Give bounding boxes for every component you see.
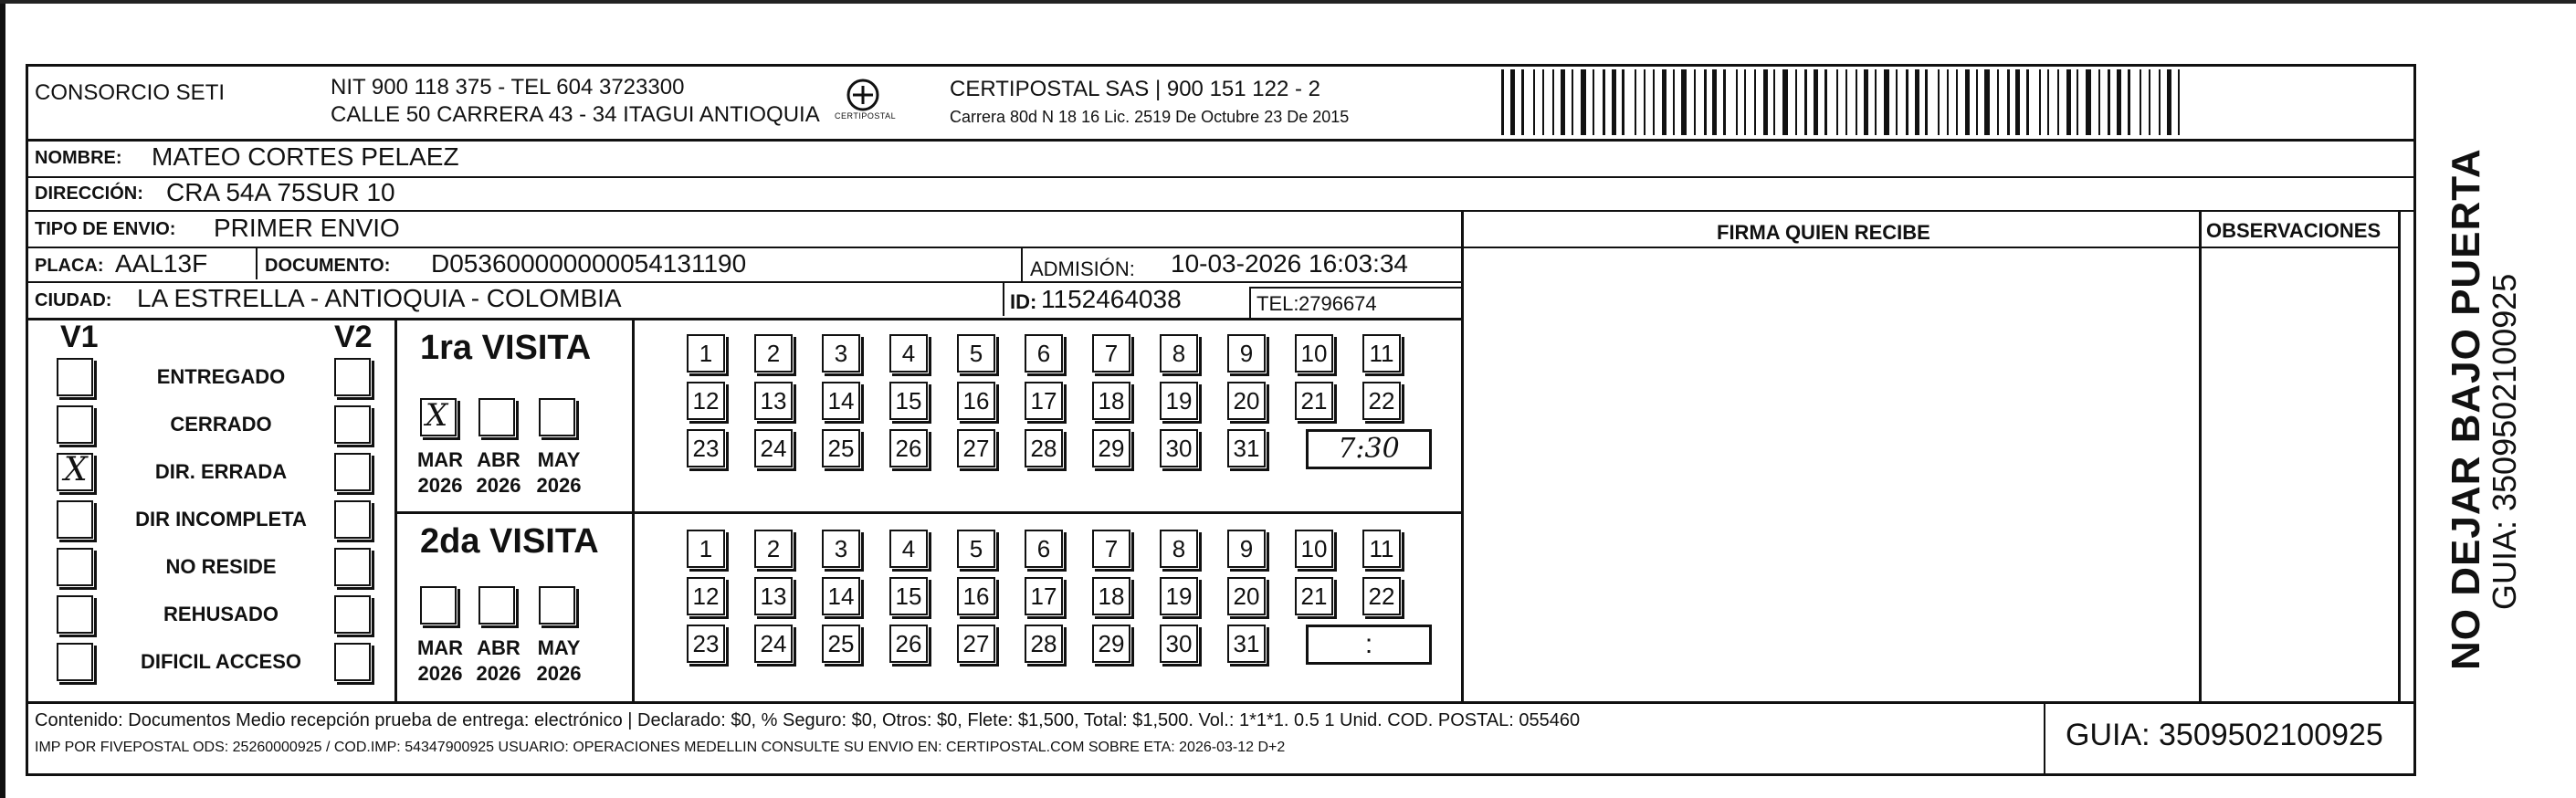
- barcode-bar: [1622, 69, 1624, 135]
- barcode-bar: [2047, 69, 2049, 135]
- barcode-bar: [1612, 69, 1616, 135]
- barcode-bar: [2015, 69, 2020, 135]
- status-option-label: REHUSADO: [163, 603, 279, 625]
- month-checkbox[interactable]: [478, 586, 515, 625]
- barcode-bar: [1884, 69, 1889, 135]
- status-option-label: DIFICIL ACCESO: [140, 650, 301, 673]
- barcode-bar: [2077, 69, 2078, 135]
- barcode-bar: [1824, 69, 1827, 135]
- visit-months-divider: [632, 320, 635, 701]
- id-divider: [1003, 283, 1004, 316]
- v2-checkbox[interactable]: [334, 595, 371, 634]
- top-scan-edge: [0, 0, 2576, 4]
- day-cell[interactable]: 13: [754, 382, 793, 420]
- day-cell[interactable]: 27: [957, 429, 995, 467]
- barcode-bar: [1906, 69, 1908, 135]
- nombre-label: NOMBRE:: [35, 148, 122, 168]
- day-cell[interactable]: 29: [1092, 429, 1130, 467]
- left-scan-edge: [0, 0, 5, 798]
- day-cell[interactable]: 3: [822, 530, 860, 568]
- v2-checkbox[interactable]: [334, 500, 371, 539]
- day-cell[interactable]: 15: [889, 382, 928, 420]
- observaciones-header: OBSERVACIONES: [2206, 219, 2381, 242]
- barcode-bar: [1804, 69, 1807, 135]
- admision-label: ADMISIÓN:: [1030, 257, 1135, 280]
- address-line: CALLE 50 CARRERA 43 - 34 ITAGUI ANTIOQUIA: [331, 102, 820, 127]
- barcode-bar: [1501, 69, 1504, 135]
- day-cell[interactable]: 31: [1227, 625, 1266, 663]
- rule-placa: [26, 281, 1463, 283]
- day-cell[interactable]: 15: [889, 577, 928, 615]
- day-cell[interactable]: 23: [687, 625, 725, 663]
- barcode-bar: [1864, 69, 1868, 135]
- day-cell[interactable]: 22: [1362, 577, 1401, 615]
- barcode-bar: [1704, 69, 1707, 135]
- day-cell[interactable]: 20: [1227, 577, 1266, 615]
- obs-left-border: [2199, 210, 2202, 701]
- month-checkbox[interactable]: [478, 398, 515, 436]
- barcode-bar: [1976, 69, 1978, 135]
- barcode-bar: [1947, 69, 1949, 135]
- barcode-bar: [1653, 69, 1655, 135]
- day-cell[interactable]: 7: [1092, 530, 1130, 568]
- month-label: MAY: [537, 448, 581, 471]
- v1-checkbox[interactable]: [57, 405, 93, 444]
- barcode-bar: [1572, 69, 1573, 135]
- v2-checkbox[interactable]: [334, 405, 371, 444]
- day-cell[interactable]: 1: [687, 334, 725, 373]
- day-cell[interactable]: 26: [889, 625, 928, 663]
- barcode-bar: [1782, 69, 1788, 135]
- barcode-bar: [1533, 69, 1535, 135]
- day-cell[interactable]: 25: [822, 625, 860, 663]
- rule-ciudad: [26, 318, 1463, 320]
- barcode-bar: [1581, 69, 1586, 135]
- day-cell[interactable]: 31: [1227, 429, 1266, 467]
- day-cell[interactable]: 28: [1025, 429, 1063, 467]
- sign-left-border: [1461, 210, 1464, 701]
- obs-right-border: [2398, 210, 2401, 701]
- day-cell[interactable]: 10: [1295, 334, 1333, 373]
- day-cell[interactable]: 17: [1025, 382, 1063, 420]
- tipo-value: PRIMER ENVIO: [214, 214, 400, 242]
- day-cell[interactable]: 18: [1092, 382, 1130, 420]
- day-cell[interactable]: 6: [1025, 530, 1063, 568]
- barcode-bar: [2128, 69, 2130, 135]
- observations-area[interactable]: [2203, 250, 2396, 699]
- id-value: 1152464038: [1041, 285, 1182, 313]
- v1-checkbox[interactable]: [57, 358, 93, 396]
- barcode-bar: [2098, 69, 2100, 135]
- day-cell[interactable]: 30: [1160, 625, 1198, 663]
- guia-footer: GUIA: 3509502100925: [2066, 718, 2383, 752]
- year-label: 2026: [417, 662, 463, 685]
- contenido-text: Contenido: Documentos Medio recepción prueba de entrega: electrónico | Declarado: $0, % Seguro: $0, Otros: $0, Flete: $1,500, Total: $1,500. Vol.: 1*1*1. 0.5 1 Unid. COD. POSTAL: 055460: [35, 710, 1581, 730]
- barcode-bar: [1984, 69, 1990, 135]
- barcode-bar: [1510, 69, 1515, 135]
- day-cell[interactable]: 16: [957, 577, 995, 615]
- day-cell[interactable]: 13: [754, 577, 793, 615]
- barcode-bar: [1694, 69, 1696, 135]
- day-cell[interactable]: 20: [1227, 382, 1266, 420]
- barcode-bar: [1593, 69, 1594, 135]
- id-label: ID:: [1010, 290, 1037, 313]
- barcode-bar: [2178, 69, 2180, 135]
- barcode-bar: [1552, 69, 1554, 135]
- barcode-bar: [1603, 69, 1605, 135]
- month-checkbox[interactable]: [420, 586, 457, 625]
- tel-label: TEL:: [1256, 292, 1299, 315]
- status-option-label: DIR. ERRADA: [154, 460, 288, 483]
- side-warning: NO DEJAR BAJO PUERTA: [2444, 148, 2488, 670]
- v2-checkbox[interactable]: [334, 358, 371, 396]
- firma-header: FIRMA QUIEN RECIBE: [1717, 221, 1930, 244]
- barcode-bar: [1836, 69, 1838, 135]
- barcode-bar: [1938, 69, 1940, 135]
- barcode-bar: [1681, 69, 1687, 135]
- day-cell[interactable]: 28: [1025, 625, 1063, 663]
- day-cell[interactable]: 19: [1160, 577, 1198, 615]
- barcode-bar: [1896, 69, 1898, 135]
- day-cell[interactable]: 14: [822, 382, 860, 420]
- v1-checkbox[interactable]: [57, 548, 93, 586]
- imp-text: IMP POR FIVEPOSTAL ODS: 25260000925 / COD.IMP: 54347900925 USUARIO: OPERACIONES MEDELLIN CONSULTE SU ENVIO EN: CERTIPOSTAL.COM SOBRE ETA: 2026-03-12 D+2: [35, 740, 1286, 755]
- barcode-bar: [1763, 69, 1768, 135]
- month-checkbox[interactable]: [539, 398, 575, 436]
- tipo-label: TIPO DE ENVIO:: [35, 219, 176, 239]
- month-checkbox[interactable]: [539, 586, 575, 625]
- day-cell[interactable]: 22: [1362, 382, 1401, 420]
- month-label: MAR: [416, 636, 464, 659]
- time-box[interactable]: 7:30: [1306, 429, 1432, 469]
- barcode-bar: [2026, 69, 2029, 135]
- day-cell[interactable]: 12: [687, 577, 725, 615]
- barcode-bar: [1925, 69, 1928, 135]
- barcode-bar: [1965, 69, 1970, 135]
- carrier-line-2: Carrera 80d N 18 16 Lic. 2519 De Octubre 23 De 2015: [950, 108, 1350, 126]
- placa-value: AAL13F: [115, 249, 208, 278]
- status-option-label: DIR INCOMPLETA: [135, 508, 307, 530]
- day-cell[interactable]: 9: [1227, 530, 1266, 568]
- day-cell[interactable]: 5: [957, 530, 995, 568]
- day-cell[interactable]: 11: [1362, 334, 1401, 373]
- barcode-bar: [1956, 69, 1958, 135]
- status-option-label: CERRADO: [170, 413, 272, 436]
- day-cell[interactable]: 4: [889, 334, 928, 373]
- barcode-bar: [2057, 69, 2059, 135]
- nombre-value: MATEO CORTES PELAEZ: [152, 142, 459, 171]
- rule-sign-header: [1461, 247, 2401, 248]
- v2-checkbox[interactable]: [334, 548, 371, 586]
- documento-value: D053600000000054131190: [431, 249, 747, 278]
- barcode-bar: [1754, 69, 1756, 135]
- barcode-bar: [1635, 69, 1636, 135]
- direccion-label: DIRECCIÓN:: [35, 184, 143, 204]
- barcode-bar: [1723, 69, 1726, 135]
- day-cell[interactable]: 7: [1092, 334, 1130, 373]
- barcode-bar: [2086, 69, 2091, 135]
- side-guia: GUIA: 3509502100925: [2486, 273, 2523, 610]
- month-checkbox[interactable]: [420, 398, 457, 436]
- day-cell[interactable]: 30: [1160, 429, 1198, 467]
- rule-visits: [394, 511, 1463, 514]
- day-cell[interactable]: 27: [957, 625, 995, 663]
- day-cell[interactable]: 8: [1160, 530, 1198, 568]
- barcode-bar: [2140, 69, 2141, 135]
- visit1-title: 1ra VISITA: [420, 329, 592, 367]
- day-cell[interactable]: 5: [957, 334, 995, 373]
- month-label: MAR: [416, 448, 464, 471]
- barcode-bar: [2167, 69, 2171, 135]
- day-cell[interactable]: 14: [822, 577, 860, 615]
- day-cell[interactable]: 18: [1092, 577, 1130, 615]
- year-label: 2026: [536, 474, 582, 497]
- barcode-bar: [1542, 69, 1544, 135]
- month-label: ABR: [477, 636, 520, 659]
- day-cell[interactable]: 1: [687, 530, 725, 568]
- barcode-bar: [1845, 69, 1847, 135]
- guia-divider: [2044, 701, 2045, 776]
- rule-direccion: [26, 210, 2416, 212]
- barcode-bar: [1662, 69, 1667, 135]
- v2-checkbox[interactable]: [334, 453, 371, 491]
- day-cell[interactable]: 17: [1025, 577, 1063, 615]
- month-mark: X: [426, 397, 448, 434]
- day-cell[interactable]: 2: [754, 530, 793, 568]
- barcode-bar: [2066, 69, 2071, 135]
- nit-line: NIT 900 118 375 - TEL 604 3723300: [331, 75, 685, 100]
- v1-header: V1: [60, 320, 99, 354]
- day-cell[interactable]: 19: [1160, 382, 1198, 420]
- barcode-bar: [1744, 69, 1746, 135]
- v1-checkbox[interactable]: [57, 643, 93, 681]
- day-cell[interactable]: 9: [1227, 334, 1266, 373]
- day-cell[interactable]: 23: [687, 429, 725, 467]
- admision-value: 10-03-2026 16:03:34: [1171, 249, 1408, 278]
- barcode-bar: [1561, 69, 1565, 135]
- barcode-bar: [1875, 69, 1877, 135]
- logo-text: CERTIPOSTAL: [835, 111, 897, 121]
- certipostal-logo: [831, 77, 895, 128]
- barcode-bar: [1915, 69, 1919, 135]
- rule-top: [26, 139, 2416, 142]
- status-option-label: ENTREGADO: [156, 365, 286, 388]
- signature-area[interactable]: [1465, 250, 2197, 699]
- barcode-bar: [1856, 69, 1857, 135]
- day-cell[interactable]: 3: [822, 334, 860, 373]
- year-label: 2026: [417, 474, 463, 497]
- barcode-bar: [2039, 69, 2041, 135]
- carrier-line-1: CERTIPOSTAL SAS | 900 151 122 - 2: [950, 77, 1320, 101]
- company-name: CONSORCIO SETI: [35, 80, 226, 105]
- v1-checkbox[interactable]: [57, 595, 93, 634]
- barcode-bar: [2007, 69, 2010, 135]
- barcode: [1498, 69, 2192, 139]
- visit2-title: 2da VISITA: [420, 522, 599, 561]
- rule-footer: [26, 701, 2416, 704]
- ciudad-value: LA ESTRELLA - ANTIOQUIA - COLOMBIA: [137, 284, 622, 312]
- barcode-bar: [1673, 69, 1675, 135]
- day-cell[interactable]: 10: [1295, 530, 1333, 568]
- day-cell[interactable]: 24: [754, 625, 793, 663]
- day-cell[interactable]: 21: [1295, 382, 1333, 420]
- barcode-bar: [1736, 69, 1738, 135]
- barcode-bar: [1521, 69, 1524, 135]
- status-divider: [394, 320, 397, 701]
- v1-checkbox[interactable]: [57, 500, 93, 539]
- barcode-bar: [2149, 69, 2150, 135]
- placa-divider: [256, 247, 258, 279]
- barcode-bar: [1773, 69, 1775, 135]
- year-label: 2026: [536, 662, 582, 685]
- barcode-bar: [2159, 69, 2161, 135]
- day-cell[interactable]: 6: [1025, 334, 1063, 373]
- day-cell[interactable]: 16: [957, 382, 995, 420]
- day-cell[interactable]: 4: [889, 530, 928, 568]
- barcode-bar: [1795, 69, 1797, 135]
- day-cell[interactable]: 29: [1092, 625, 1130, 663]
- v2-header: V2: [334, 320, 373, 354]
- tel-value: 2796674: [1299, 292, 1377, 315]
- month-label: MAY: [537, 636, 581, 659]
- barcode-bar: [1814, 69, 1818, 135]
- day-cell[interactable]: 26: [889, 429, 928, 467]
- barcode-bar: [2108, 69, 2110, 135]
- day-cell[interactable]: 11: [1362, 530, 1401, 568]
- v1-check-mark: X: [64, 451, 88, 488]
- day-cell[interactable]: 24: [754, 429, 793, 467]
- v1-checkbox[interactable]: [57, 453, 93, 491]
- barcode-bar: [1997, 69, 1999, 135]
- status-option-label: NO RESIDE: [165, 555, 277, 578]
- day-cell[interactable]: 8: [1160, 334, 1198, 373]
- v2-checkbox[interactable]: [334, 643, 371, 681]
- placa-label: PLACA:: [35, 256, 104, 276]
- barcode-bar: [2117, 69, 2121, 135]
- year-label: 2026: [476, 474, 521, 497]
- day-cell[interactable]: 12: [687, 382, 725, 420]
- ciudad-label: CIUDAD:: [35, 290, 112, 310]
- month-label: ABR: [477, 448, 520, 471]
- year-label: 2026: [476, 662, 521, 685]
- barcode-bar: [1712, 69, 1717, 135]
- time-box[interactable]: :: [1306, 625, 1432, 665]
- day-cell[interactable]: 21: [1295, 577, 1333, 615]
- day-cell[interactable]: 2: [754, 334, 793, 373]
- barcode-bar: [1644, 69, 1645, 135]
- direccion-value: CRA 54A 75SUR 10: [166, 178, 395, 206]
- day-cell[interactable]: 25: [822, 429, 860, 467]
- documento-label: DOCUMENTO:: [265, 256, 391, 276]
